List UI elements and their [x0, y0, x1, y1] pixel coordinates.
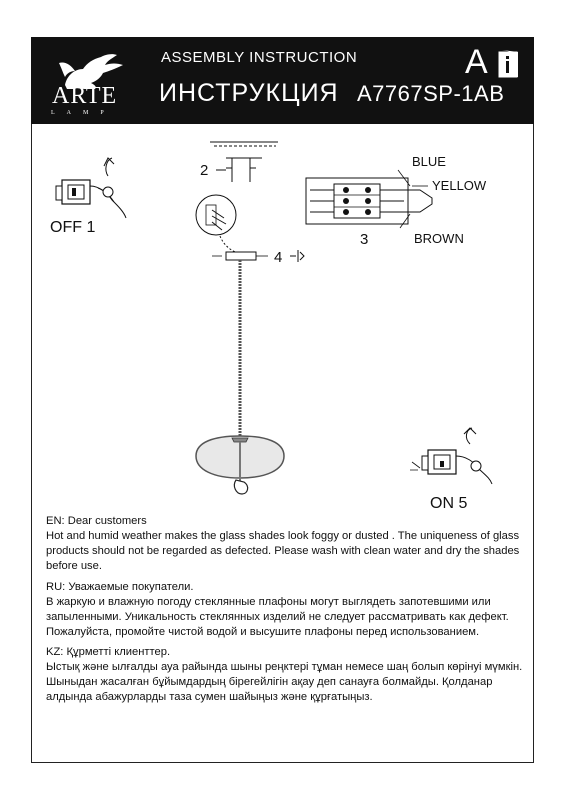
switch-off-illustration: [56, 158, 126, 218]
notice-en-heading: EN: Dear customers: [46, 515, 147, 527]
step-2-label: 2: [200, 162, 209, 179]
title-english: ASSEMBLY INSTRUCTION: [161, 49, 358, 66]
notice-kazakh: [46, 645, 526, 705]
notice-english: [46, 514, 526, 574]
wire-brown-label: BROWN: [414, 231, 464, 246]
step-4-label: 4: [274, 249, 283, 266]
model-number: A7767SP-1AB: [357, 81, 505, 106]
glass-shade-illustration: [196, 436, 284, 494]
notice-ru-heading: RU: Уважаемые покупатели.: [46, 581, 194, 593]
notice-ru-body: В жаркую и влажную погоду стеклянные плафоны могут выглядеть запотевшими или запыленными. Уникальность стеклянных изделий не следует рассматривать как дефект. Пожалуйста, промойте чистой водой и высушите плафоны перед использованием.: [46, 596, 509, 638]
brand-subtitle: LAMP: [51, 110, 116, 116]
title-russian: ИНСТРУКЦИЯ: [159, 79, 339, 107]
notice-russian: [46, 580, 526, 640]
notice-en-body: Hot and humid weather makes the glass shades look foggy or dusted . The uniqueness of glass products should not be regarded as defected. Please wash with clean water and dry the shades before use.: [46, 530, 520, 572]
wire-blue-label: BLUE: [412, 154, 446, 169]
notice-kz-heading: KZ: Құрметті клиенттер.: [46, 646, 171, 658]
category-letter: A: [465, 43, 488, 81]
switch-on-illustration: [410, 428, 492, 484]
step-off-label: OFF 1: [50, 219, 96, 236]
wire-yellow-label: YELLOW: [432, 178, 487, 193]
step-on-label: ON 5: [430, 495, 468, 512]
brand-name: ARTE: [52, 83, 118, 109]
terminal-block-illustration: [306, 170, 432, 228]
ceiling-mount-illustration: [210, 142, 278, 182]
canopy-illustration: [212, 250, 304, 262]
wiring-detail-illustration: [196, 195, 242, 254]
notice-kz-body: Ыстық және ылғалды ауа райында шыны реңктері тұман немесе шаң болып көрінуі мүмкін. Шыныдан жасалған бұйымдардың бірегейлігін ақау деп санауға болмайды. Қолданар алдында абажурларды таза сумен шайыңыз және құрғатыңыз.: [46, 661, 523, 703]
step-3-label: 3: [360, 231, 369, 248]
